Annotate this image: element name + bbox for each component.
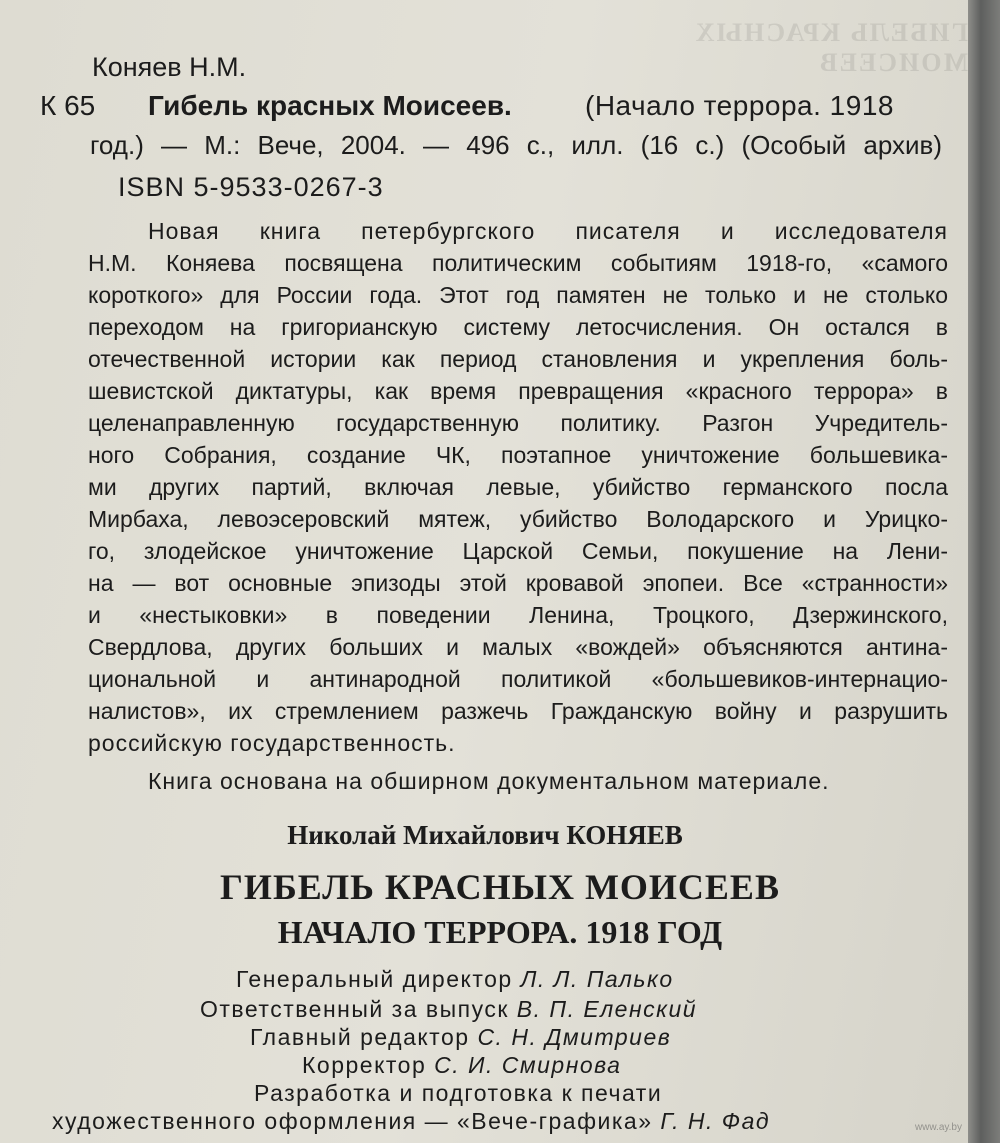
credit-role: Генеральный директор bbox=[236, 966, 513, 992]
credit-name: С. Н. Дмитриев bbox=[477, 1024, 672, 1050]
credit-name: Г. Н. Фад bbox=[660, 1108, 771, 1134]
credit-name: В. П. Еленский bbox=[516, 996, 698, 1022]
book-subtitle-inline: (Начало террора. 1918 bbox=[585, 90, 894, 121]
credit-line bbox=[236, 966, 674, 993]
credit-line bbox=[302, 1052, 621, 1079]
annotation-line: ного Собрания, создание ЧК, поэтапное уничтожение большевика- bbox=[88, 442, 948, 468]
annotation-line: российскую государственность. bbox=[88, 730, 456, 756]
credit-line bbox=[200, 996, 697, 1023]
credit-role: Ответственный за выпуск bbox=[200, 996, 509, 1022]
book-title-bold: Гибель красных Моисеев. bbox=[148, 90, 512, 121]
watermark: www.ay.by bbox=[914, 1122, 962, 1133]
catalog-index: К 65 bbox=[40, 90, 96, 121]
credit-line bbox=[250, 1024, 671, 1051]
author-short: Коняев Н.М. bbox=[92, 52, 247, 82]
show-through-text: ГИБЕЛЬ КРАСНЫХ МОИСЕЕВ bbox=[693, 18, 968, 77]
main-title: ГИБЕЛЬ КРАСНЫХ МОИСЕЕВ bbox=[220, 867, 780, 907]
annotation-line: циональной и антинародной политикой «большевиков-интернацио- bbox=[88, 666, 948, 692]
annotation-closing: Книга основана на обширном документальном материале. bbox=[148, 768, 830, 794]
imprint-line: год.) — М.: Вече, 2004. — 496 с., илл. (16 с.) (Особый архив) bbox=[90, 130, 942, 160]
annotation-line: целенаправленную государственную политику. Разгон Учредитель- bbox=[88, 410, 948, 436]
annotation-line: на — вот основные эпизоды этой кровавой эпопеи. Все «странности» bbox=[88, 570, 948, 596]
full-author-name: Николай Михайлович КОНЯЕВ bbox=[287, 820, 683, 850]
credit-role: Разработка и подготовка к печати bbox=[254, 1080, 663, 1106]
main-subtitle: НАЧАЛО ТЕРРОРА. 1918 ГОД bbox=[277, 914, 723, 950]
annotation-line: налистов», их стремлением разжечь Гражданскую войну и разрушить bbox=[88, 698, 948, 724]
annotation-line: ми других партий, включая левые, убийство германского посла bbox=[88, 474, 948, 500]
credit-line bbox=[52, 1108, 770, 1135]
credit-line bbox=[254, 1080, 662, 1107]
credit-name: Л. Л. Палько bbox=[520, 966, 674, 992]
annotation-line: и «нестыковки» в поведении Ленина, Троцкого, Дзержинского, bbox=[88, 602, 948, 628]
credit-role: художественного оформления — «Вече-графика» bbox=[52, 1108, 653, 1134]
annotation-line: короткого» для России года. Этот год памятен не только и не столько bbox=[88, 282, 948, 308]
annotation-line: переходом на григорианскую систему летосчисления. Он остался в bbox=[88, 314, 948, 340]
credit-name: С. И. Смирнова bbox=[434, 1052, 622, 1078]
annotation-line: Новая книга петербургского писателя и исследователя bbox=[148, 218, 948, 244]
annotation-line: Мирбаха, левоэсеровский мятеж, убийство Володарского и Урицко- bbox=[88, 506, 948, 532]
annotation-line: Свердлова, других больших и малых «вождей» объясняются антина- bbox=[88, 634, 948, 660]
credit-role: Корректор bbox=[302, 1052, 427, 1078]
annotation-line: Н.М. Коняева посвящена политическим событиям 1918-го, «самого bbox=[88, 250, 948, 276]
isbn: ISBN 5-9533-0267-3 bbox=[118, 172, 384, 202]
credit-role: Главный редактор bbox=[250, 1024, 470, 1050]
annotation-line: го, злодейское уничтожение Царской Семьи, покушение на Лени- bbox=[88, 538, 948, 564]
page-edge bbox=[968, 0, 1000, 1143]
annotation-line: отечественной истории как период становления и укрепления боль- bbox=[88, 346, 948, 372]
annotation-line: шевистской диктатуры, как время превращения «красного террора» в bbox=[88, 378, 948, 404]
